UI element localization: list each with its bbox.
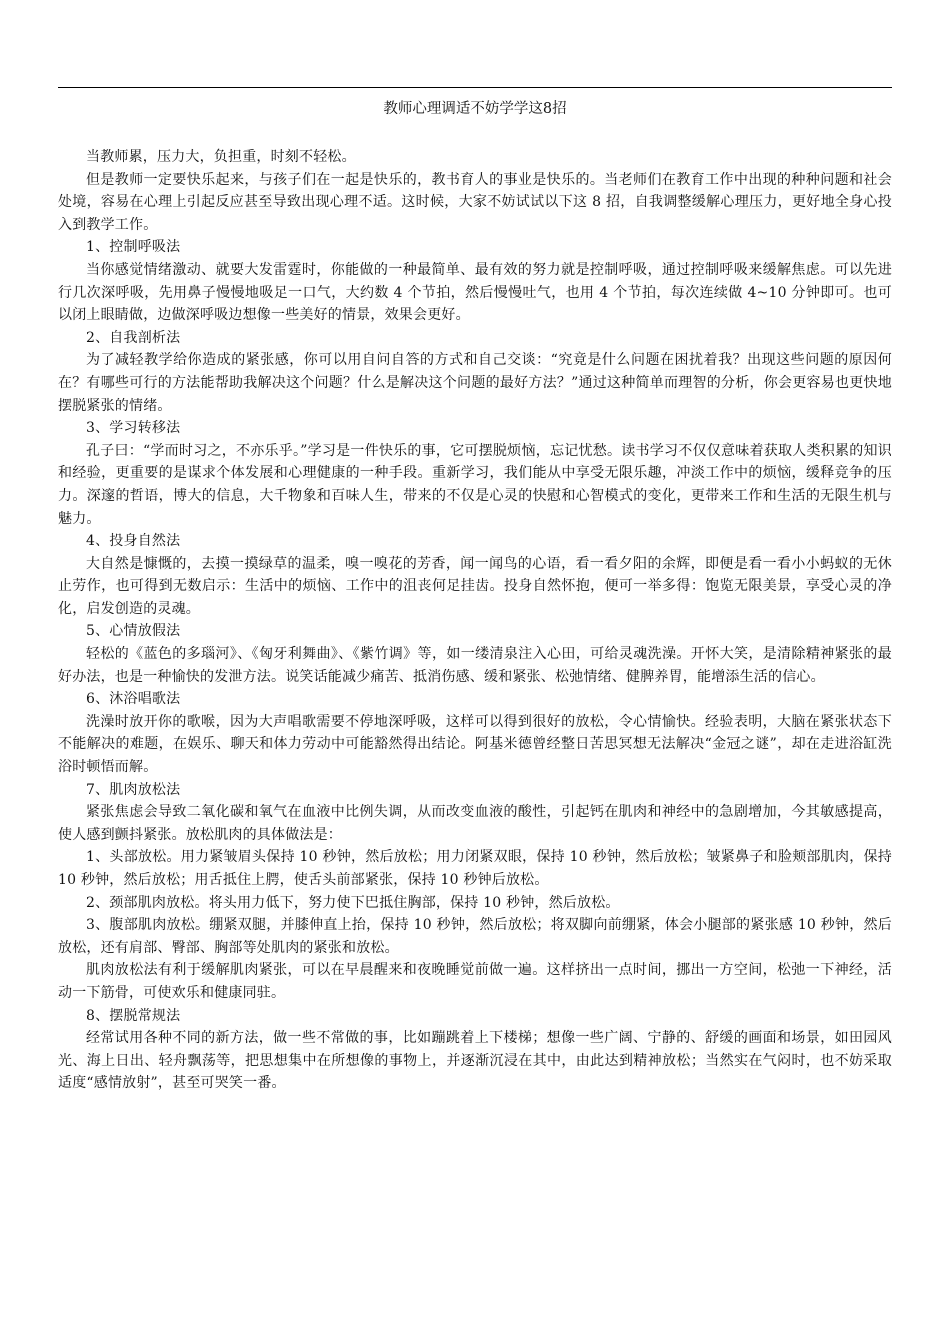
section-paragraph: 经常试用各种不同的新方法，做一些不常做的事，比如蹦跳着上下楼梯；想像一些广阔、宁静的、舒缓的画面和场景，如田园风光、海上日出、轻舟飘荡等，把思想集中在所想像的事物上，并逐渐沉浸在其中，由此达到精神放松；当然实在气闷时，也不妨采取适度“感情放射”，甚至可哭笑一番。 <box>58 1030 892 1092</box>
section-paragraph: 孔子曰：“学而时习之，不亦乐乎。”学习是一件快乐的事，它可摆脱烦恼，忘记忧愁。读书学习不仅仅意味着获取人类积累的知识和经验，更重要的是谋求个体发展和心理健康的一种手段。重新学习，我们能从中享受无限乐趣，冲淡工作中的烦恼，缓释竞争的压力。深邃的哲语，博大的信息，大千物象和百味人生，带来的不仅是心灵的快慰和心智模式的变化，更带来工作和生活的无限生机与魅力。 <box>58 442 892 527</box>
section-heading: 5、心情放假法 <box>86 623 181 640</box>
section-heading: 6、沐浴唱歌法 <box>86 691 181 708</box>
section-paragraph: 当你感觉情绪激动、就要大发雷霆时，你能做的一种最简单、最有效的努力就是控制呼吸，通过控制呼吸来缓解焦虑。可以先进行几次深呼吸，先用鼻子慢慢地吸足一口气，大约数 4 个节拍，然后慢慢吐气，也用 4 个节拍，每次连续做 4~10 分钟即可。也可以闭上眼睛做，边做深呼吸边想像一些美好的情景，效果会更好。 <box>58 261 892 324</box>
section-paragraph: 肌肉放松法有利于缓解肌肉紧张，可以在早晨醒来和夜晚睡觉前做一遍。这样挤出一点时间，挪出一方空间，松弛一下神经，活动一下筋骨，可使欢乐和健康同驻。 <box>58 962 892 1001</box>
section-heading: 7、肌肉放松法 <box>86 781 181 798</box>
section-heading: 3、学习转移法 <box>86 420 181 437</box>
section-heading: 4、投身自然法 <box>86 533 181 550</box>
section-heading: 1、控制呼吸法 <box>86 239 181 256</box>
section-heading: 2、自我剖析法 <box>86 329 181 346</box>
sub-item-paragraph: 3、腹部肌肉放松。绷紧双腿，并膝伸直上抬，保持 10 秒钟，然后放松；将双脚向前绷紧，体会小腿部的紧张感 10 秒钟，然后放松，还有肩部、臀部、胸部等处肌肉的紧张和放松。 <box>58 917 892 956</box>
sub-item-paragraph: 1、头部放松。用力紧皱眉头保持 10 秒钟，然后放松；用力闭紧双眼，保持 10 秒钟，然后放松；皱紧鼻子和脸颊部肌肉，保持 10 秒钟，然后放松；用舌抵住上腭，使舌头前部紧张，保持 10 秒钟后放松。 <box>58 849 892 888</box>
intro-paragraph: 但是教师一定要快乐起来，与孩子们在一起是快乐的，教书育人的事业是快乐的。当老师们在教育工作中出现的种种问题和社会处境，容易在心理上引起反应甚至导致出现心理不适。这时候，大家不妨试试以下这 8 招，自我调整缓解心理压力，更好地全身心投入到教学工作。 <box>58 171 892 233</box>
section-paragraph: 为了减轻教学给你造成的紧张感，你可以用自问自答的方式和自己交谈：“究竟是什么问题在困扰着我？出现这些问题的原因何在？有哪些可行的方法能帮助我解决这个问题？什么是解决这个问题的最好方法？”通过这种简单而理智的分析，你会更容易也更快地摆脱紧张的情绪。 <box>58 352 892 414</box>
sub-item-paragraph: 2、颈部肌肉放松。将头用力低下，努力使下巴抵住胸部，保持 10 秒钟，然后放松。 <box>86 894 620 911</box>
section-paragraph: 大自然是慷慨的，去摸一摸绿草的温柔，嗅一嗅花的芳香，闻一闻鸟的心语，看一看夕阳的余辉，即便是看一看小小蚂蚁的无休止劳作，也可得到无数启示：生活中的烦恼、工作中的沮丧何足挂齿。投身自然怀抱，便可一举多得：饱览无限美景，享受心灵的净化，启发创造的灵魂。 <box>58 555 892 617</box>
section-paragraph: 洗澡时放开你的歌喉，因为大声唱歌需要不停地深呼吸，这样可以得到很好的放松，令心情愉快。经验表明，大脑在紧张状态下不能解决的难题，在娱乐、聊天和体力劳动中可能豁然得出结论。阿基米德曾经整日苦思冥想无法解决“金冠之谜”，却在走进浴缸洗浴时顿悟而解。 <box>58 713 892 776</box>
section-paragraph: 紧张焦虑会导致二氧化碳和氧气在血液中比例失调，从而改变血液的酸性，引起钙在肌肉和神经中的急剧增加，今其敏感提高，使人感到颤抖紧张。放松肌肉的具体做法是： <box>58 804 892 843</box>
document-body <box>58 146 892 1095</box>
document-title: 教师心理调适不妨学学这8招 <box>383 101 567 117</box>
header-rule <box>58 87 892 88</box>
section-heading: 8、摆脱常规法 <box>86 1007 181 1024</box>
intro-paragraph: 当教师累，压力大，负担重，时刻不轻松。 <box>86 149 356 165</box>
section-paragraph: 轻松的《蓝色的多瑙河》、《匈牙利舞曲》、《紫竹调》等，如一缕清泉注入心田，可给灵魂洗澡。开怀大笑，是清除精神紧张的最好办法，也是一种愉快的发泄方法。说笑话能减少痛苦、抵消伤感、缓和紧张、松弛情绪、健脾养胃，能增添生活的信心。 <box>58 646 892 685</box>
